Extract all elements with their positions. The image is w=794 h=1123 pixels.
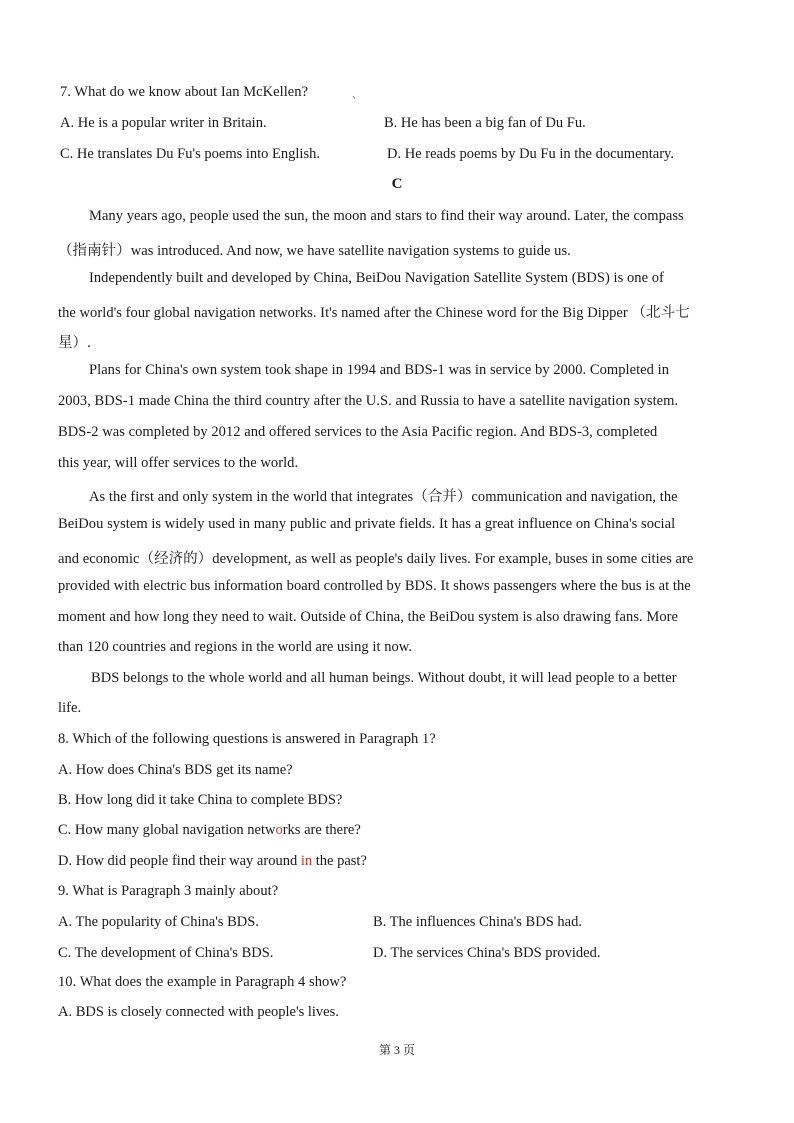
q7-option-a: A. He is a popular writer in Britain. xyxy=(60,115,267,131)
page-number: 第 3 页 xyxy=(378,1043,415,1057)
q9-question: 9. What is Paragraph 3 mainly about? xyxy=(58,883,279,899)
q8-option-c-red-mark: o xyxy=(275,822,283,838)
q10-option-a: A. BDS is closely connected with people's lives. xyxy=(58,1004,339,1020)
q8-option-c-text-1: C. How many global navigation netw xyxy=(58,822,276,838)
passage-p4-line3: and economic（经济的）development, as well as people's daily lives. For example, buses in some cities are xyxy=(58,551,694,567)
q7-option-d: D. He reads poems by Du Fu in the documentary. xyxy=(387,146,674,162)
passage-p4-line5: moment and how long they need to wait. Outside of China, the BeiDou system is also drawing fans. More xyxy=(58,609,678,625)
q7-question: 7. What do we know about Ian McKellen? xyxy=(60,84,309,100)
passage-p3-line1: Plans for China's own system took shape in 1994 and BDS-1 was in service by 2000. Completed in xyxy=(89,362,670,378)
q8-option-d-text-1: D. How did people find their way around xyxy=(58,853,301,869)
stray-mark: 、 xyxy=(352,90,362,101)
passage-p5-line1: BDS belongs to the whole world and all human beings. Without doubt, it will lead people to a better xyxy=(91,670,677,686)
q8-option-d-red-mark: in xyxy=(300,853,313,869)
passage-p3-line4: this year, will offer services to the world. xyxy=(58,455,299,471)
passage-p4-line1: As the first and only system in the world that integrates（合并）communication and navigation, the xyxy=(89,489,678,505)
passage-p3-line3: BDS-2 was completed by 2012 and offered services to the Asia Pacific region. And BDS-3, completed xyxy=(58,424,658,440)
q7-option-c: C. He translates Du Fu's poems into English. xyxy=(60,146,320,162)
passage-p4-line6: than 120 countries and regions in the world are using it now. xyxy=(58,639,413,655)
q8-option-d-text-2: the past? xyxy=(312,853,367,869)
q8-option-c xyxy=(58,822,361,839)
q8-option-c-text-2: rks are there? xyxy=(282,822,361,838)
q8-option-b: B. How long did it take China to complete BDS? xyxy=(58,792,343,808)
q7-option-b: B. He has been a big fan of Du Fu. xyxy=(384,115,586,131)
passage-p4-line2: BeiDou system is widely used in many public and private fields. It has a great influence on China's social xyxy=(58,516,676,532)
q8-option-a: A. How does China's BDS get its name? xyxy=(58,762,293,778)
passage-p4-line4: provided with electric bus information board controlled by BDS. It shows passengers where the bus is at the xyxy=(58,578,691,594)
q8-question: 8. Which of the following questions is answered in Paragraph 1? xyxy=(58,731,436,747)
section-heading: C xyxy=(391,176,403,192)
passage-p2-line3: 星）. xyxy=(58,335,91,351)
q8-option-d xyxy=(58,853,367,870)
q10-question: 10. What does the example in Paragraph 4 show? xyxy=(58,974,347,990)
passage-p1-line2: （指南针）was introduced. And now, we have satellite navigation systems to guide us. xyxy=(58,243,571,259)
q9-option-b: B. The influences China's BDS had. xyxy=(373,914,582,930)
passage-p1-line1: Many years ago, people used the sun, the moon and stars to find their way around. Later, the compass xyxy=(89,208,684,224)
q9-option-c: C. The development of China's BDS. xyxy=(58,945,274,961)
passage-p2-line2: the world's four global navigation networks. It's named after the Chinese word for the Big Dipper （北斗七 xyxy=(58,305,690,321)
passage-p2-line1: Independently built and developed by China, BeiDou Navigation Satellite System (BDS) is one of xyxy=(89,270,664,286)
q9-option-a: A. The popularity of China's BDS. xyxy=(58,914,259,930)
passage-p3-line2: 2003, BDS-1 made China the third country after the U.S. and Russia to have a satellite navigation system. xyxy=(58,393,679,409)
q9-option-d: D. The services China's BDS provided. xyxy=(373,945,601,961)
passage-p5-line2: life. xyxy=(58,700,82,716)
